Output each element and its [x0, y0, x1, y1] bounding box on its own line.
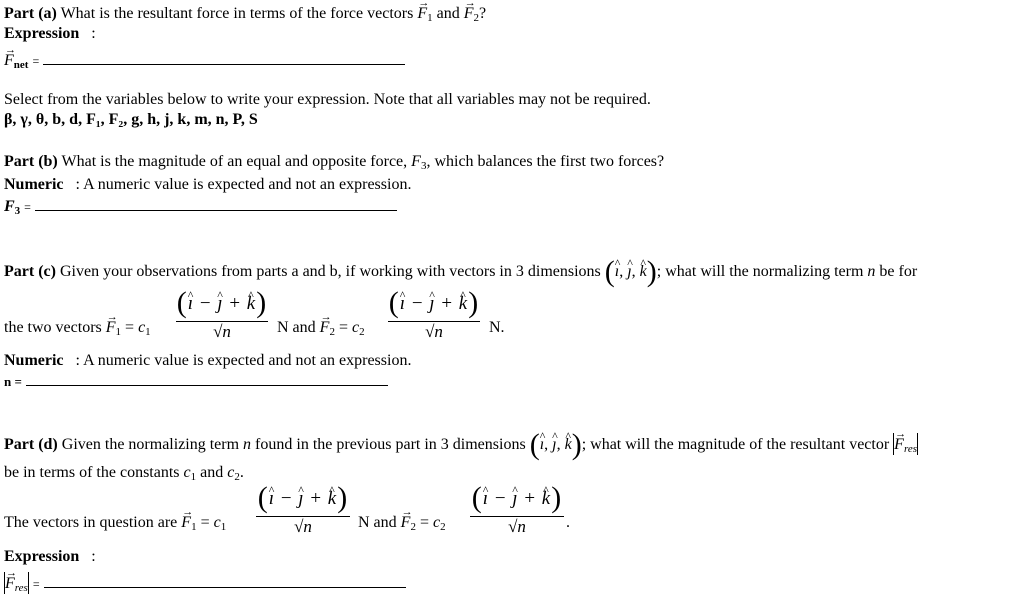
part-b-question: Part (b) What is the magnitude of an equal and opposite force, $F_3$, which balances the first two forces? — [4, 153, 665, 172]
part-a-answer-field[interactable] — [43, 50, 405, 65]
part-a-answer-row: → $F_{net}$ = — [4, 50, 405, 71]
part-d-fraction-1: (^ ı − ^ ȷ + ^ k) √n — [256, 483, 350, 537]
part-a-variables: β, γ, θ, b, d, F₁, F₂, g, h, j, k, m, n, P, S — [4, 111, 258, 128]
part-d-fraction-2: (^ ı − ^ ȷ + ^ k) √n — [470, 483, 564, 537]
part-d-answer-row: → $F_{res}$ = — [4, 572, 406, 594]
part-d-answer-field[interactable] — [44, 573, 406, 588]
part-c-line2-mid: N and → $F_2 = c_2$ — [277, 318, 365, 338]
part-b-answer-field[interactable] — [35, 196, 397, 211]
part-d-line3-mid: N and → $F_2 = c_2$ — [358, 513, 446, 533]
part-c-fraction-1: (^ ı − ^ ȷ + ^ k) √n — [176, 288, 268, 342]
part-c-fraction-2: (^ ı − ^ ȷ + ^ k) √n — [388, 288, 480, 342]
part-a-question: Part (a) What is the resultant force in terms of the force vectors → $F_1$ and → $F_2$? — [4, 4, 486, 24]
part-b-numeric-row: Numeric : A numeric value is expected and not an expression. — [4, 176, 412, 193]
part-c-line2: the two vectors → $F_1 = c_1$ — [4, 318, 151, 338]
part-c-answer-row: n = — [4, 371, 388, 392]
part-c-answer-field[interactable] — [26, 371, 388, 386]
part-d-line2: be in terms of the constants $c_1$ and $c_2$. — [4, 464, 244, 483]
part-a-select-text: Select from the variables below to write your expression. Note that all variables may not be required. — [4, 91, 651, 108]
part-d-question: Part (d) Given the normalizing term n found in the previous part in 3 dimensions (^ ı, ^ ȷ, ^ k); what will the magnitude of the resultant vector → $F_{res}$ — [4, 431, 918, 459]
part-d-end-dot: . — [566, 514, 570, 531]
part-a-label: Part (a) — [4, 5, 57, 22]
part-d-line3: The vectors in question are → $F_1 = c_1$ — [4, 513, 226, 533]
part-c-question: Part (c) Given your observations from parts a and b, if working with vectors in 3 dimensions (^ ı, ^ ȷ, ^ k); what will the normalizing term n be for — [4, 258, 917, 286]
part-c-numeric-row: Numeric : A numeric value is expected and not an expression. — [4, 352, 412, 369]
part-b-answer-row: $F_3$ = — [4, 196, 397, 217]
part-c-n-end: N. — [489, 319, 505, 336]
part-a-expression-label: Expression : — [4, 25, 96, 42]
part-d-expression-label: Expression : — [4, 548, 96, 565]
